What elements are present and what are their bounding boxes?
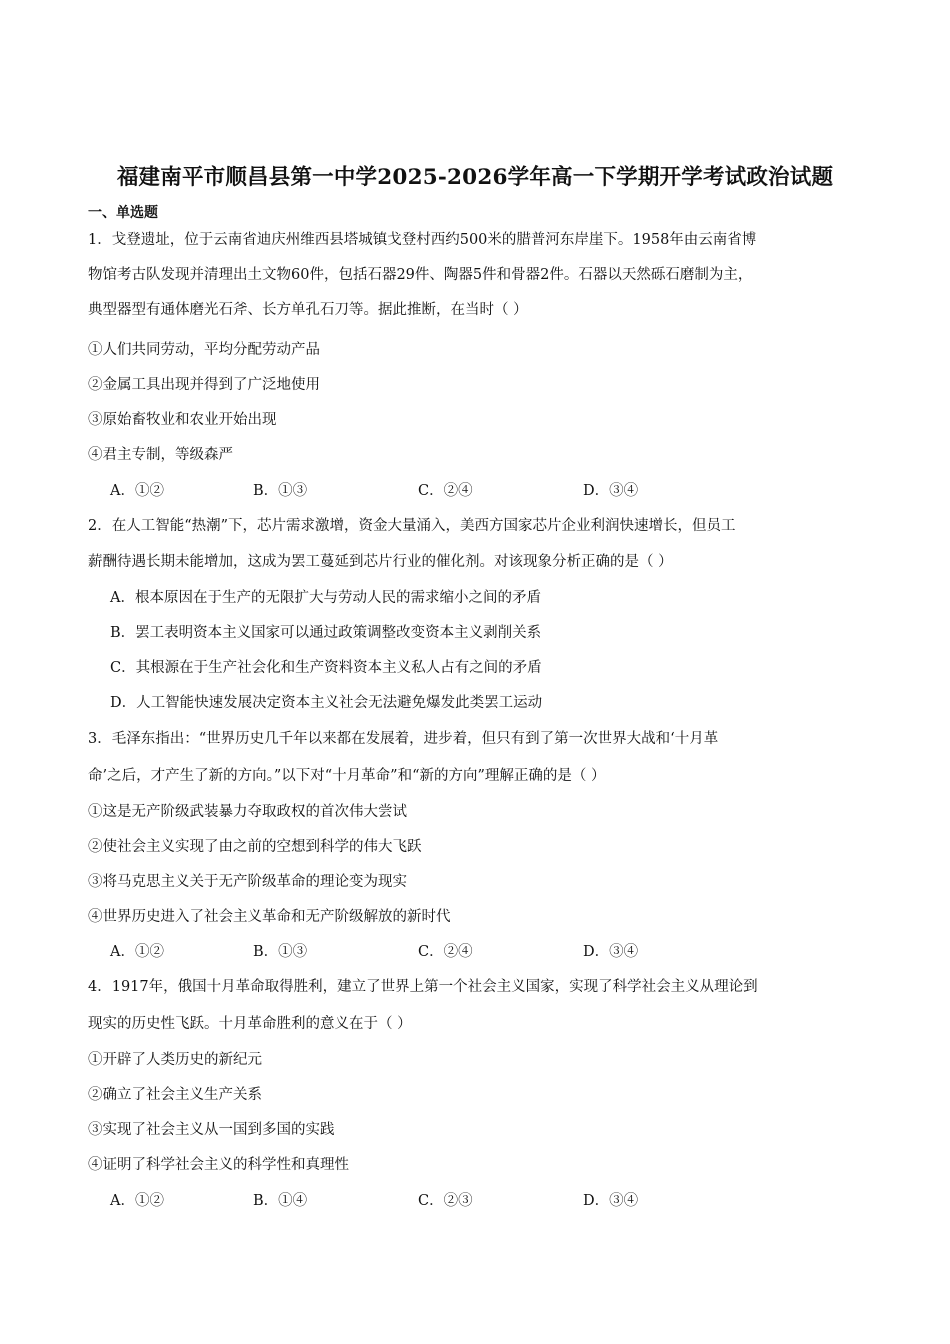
- q1-choice-d: D．③④: [583, 483, 639, 499]
- q4-choice-a: A．①②: [110, 1193, 164, 1209]
- q3-item-2: ②使社会主义实现了由之前的空想到科学的伟大飞跃: [88, 839, 422, 855]
- q4-choice-c: C．②③: [418, 1193, 473, 1209]
- q4-item-4: ④证明了科学社会主义的科学性和真理性: [88, 1157, 349, 1173]
- q4-choice-d: D．③④: [583, 1193, 639, 1209]
- q3-item-3: ③将马克思主义关于无产阶级革命的理论变为现实: [88, 874, 407, 890]
- q2-choice-c: C．其根源在于生产社会化和生产资料资本主义私人占有之间的矛盾: [110, 660, 542, 676]
- q4-choice-b: B．①④: [253, 1193, 308, 1209]
- q4-item-3: ③实现了社会主义从一国到多国的实践: [88, 1122, 335, 1138]
- q4-stem-line-1: 4．1917年，俄国十月革命取得胜利，建立了世界上第一个社会主义国家，实现了科学社会主义从理论到: [88, 979, 758, 995]
- q3-choice-c: C．②④: [418, 944, 473, 960]
- q3-item-4: ④世界历史进入了社会主义革命和无产阶级解放的新时代: [88, 909, 451, 925]
- q1-item-3: ③原始畜牧业和农业开始出现: [88, 412, 277, 428]
- page-title: 福建南平市顺昌县第一中学2025-2026学年高一下学期开学考试政治试题: [116, 165, 834, 190]
- q4-item-1: ①开辟了人类历史的新纪元: [88, 1052, 262, 1068]
- q4-item-2: ②确立了社会主义生产关系: [88, 1087, 262, 1103]
- q1-stem-line-3: 典型器型有通体磨光石斧、长方单孔石刀等。据此推断，在当时（ ）: [88, 302, 528, 318]
- section-heading: 一、单选题: [88, 205, 158, 221]
- q2-stem-line-1: 2．在人工智能“热潮”下，芯片需求激增，资金大量涌入，美西方国家芯片企业利润快速增长，但员工: [88, 518, 736, 534]
- q1-choice-b: B．①③: [253, 483, 308, 499]
- q2-choice-a: A．根本原因在于生产的无限扩大与劳动人民的需求缩小之间的矛盾: [110, 590, 541, 606]
- q1-item-2: ②金属工具出现并得到了广泛地使用: [88, 377, 320, 393]
- q3-choice-b: B．①③: [253, 944, 308, 960]
- q1-item-1: ①人们共同劳动，平均分配劳动产品: [88, 342, 320, 358]
- q3-choice-d: D．③④: [583, 944, 639, 960]
- q1-stem-line-2: 物馆考古队发现并清理出土文物60件，包括石器29件、陶器5件和骨器2件。石器以天然砾石磨制为主，: [88, 267, 753, 283]
- q3-stem-line-1: 3．毛泽东指出：“世界历史几千年以来都在发展着，进步着，但只有到了第一次世界大战和‘十月革: [88, 731, 719, 747]
- q3-choice-a: A．①②: [110, 944, 164, 960]
- q1-choice-a: A．①②: [110, 483, 164, 499]
- q3-stem-line-2: 命’之后，才产生了新的方向。”以下对“十月革命”和“新的方向”理解正确的是（ ）: [88, 768, 606, 784]
- q2-choice-b: B．罢工表明资本主义国家可以通过政策调整改变资本主义剥削关系: [110, 625, 542, 641]
- q2-stem-line-2: 薪酬待遇长期未能增加，这成为罢工蔓延到芯片行业的催化剂。对该现象分析正确的是（ ）: [88, 554, 673, 570]
- q2-choice-d: D．人工智能快速发展决定资本主义社会无法避免爆发此类罢工运动: [110, 695, 543, 711]
- q1-stem-line-1: 1．戈登遗址，位于云南省迪庆州维西县塔城镇戈登村西约500米的腊普河东岸崖下。1958年由云南省博: [88, 232, 757, 248]
- q1-choice-c: C．②④: [418, 483, 473, 499]
- q3-item-1: ①这是无产阶级武装暴力夺取政权的首次伟大尝试: [88, 804, 407, 820]
- q1-item-4: ④君主专制，等级森严: [88, 447, 233, 463]
- q4-stem-line-2: 现实的历史性飞跃。十月革命胜利的意义在于（ ）: [88, 1016, 412, 1032]
